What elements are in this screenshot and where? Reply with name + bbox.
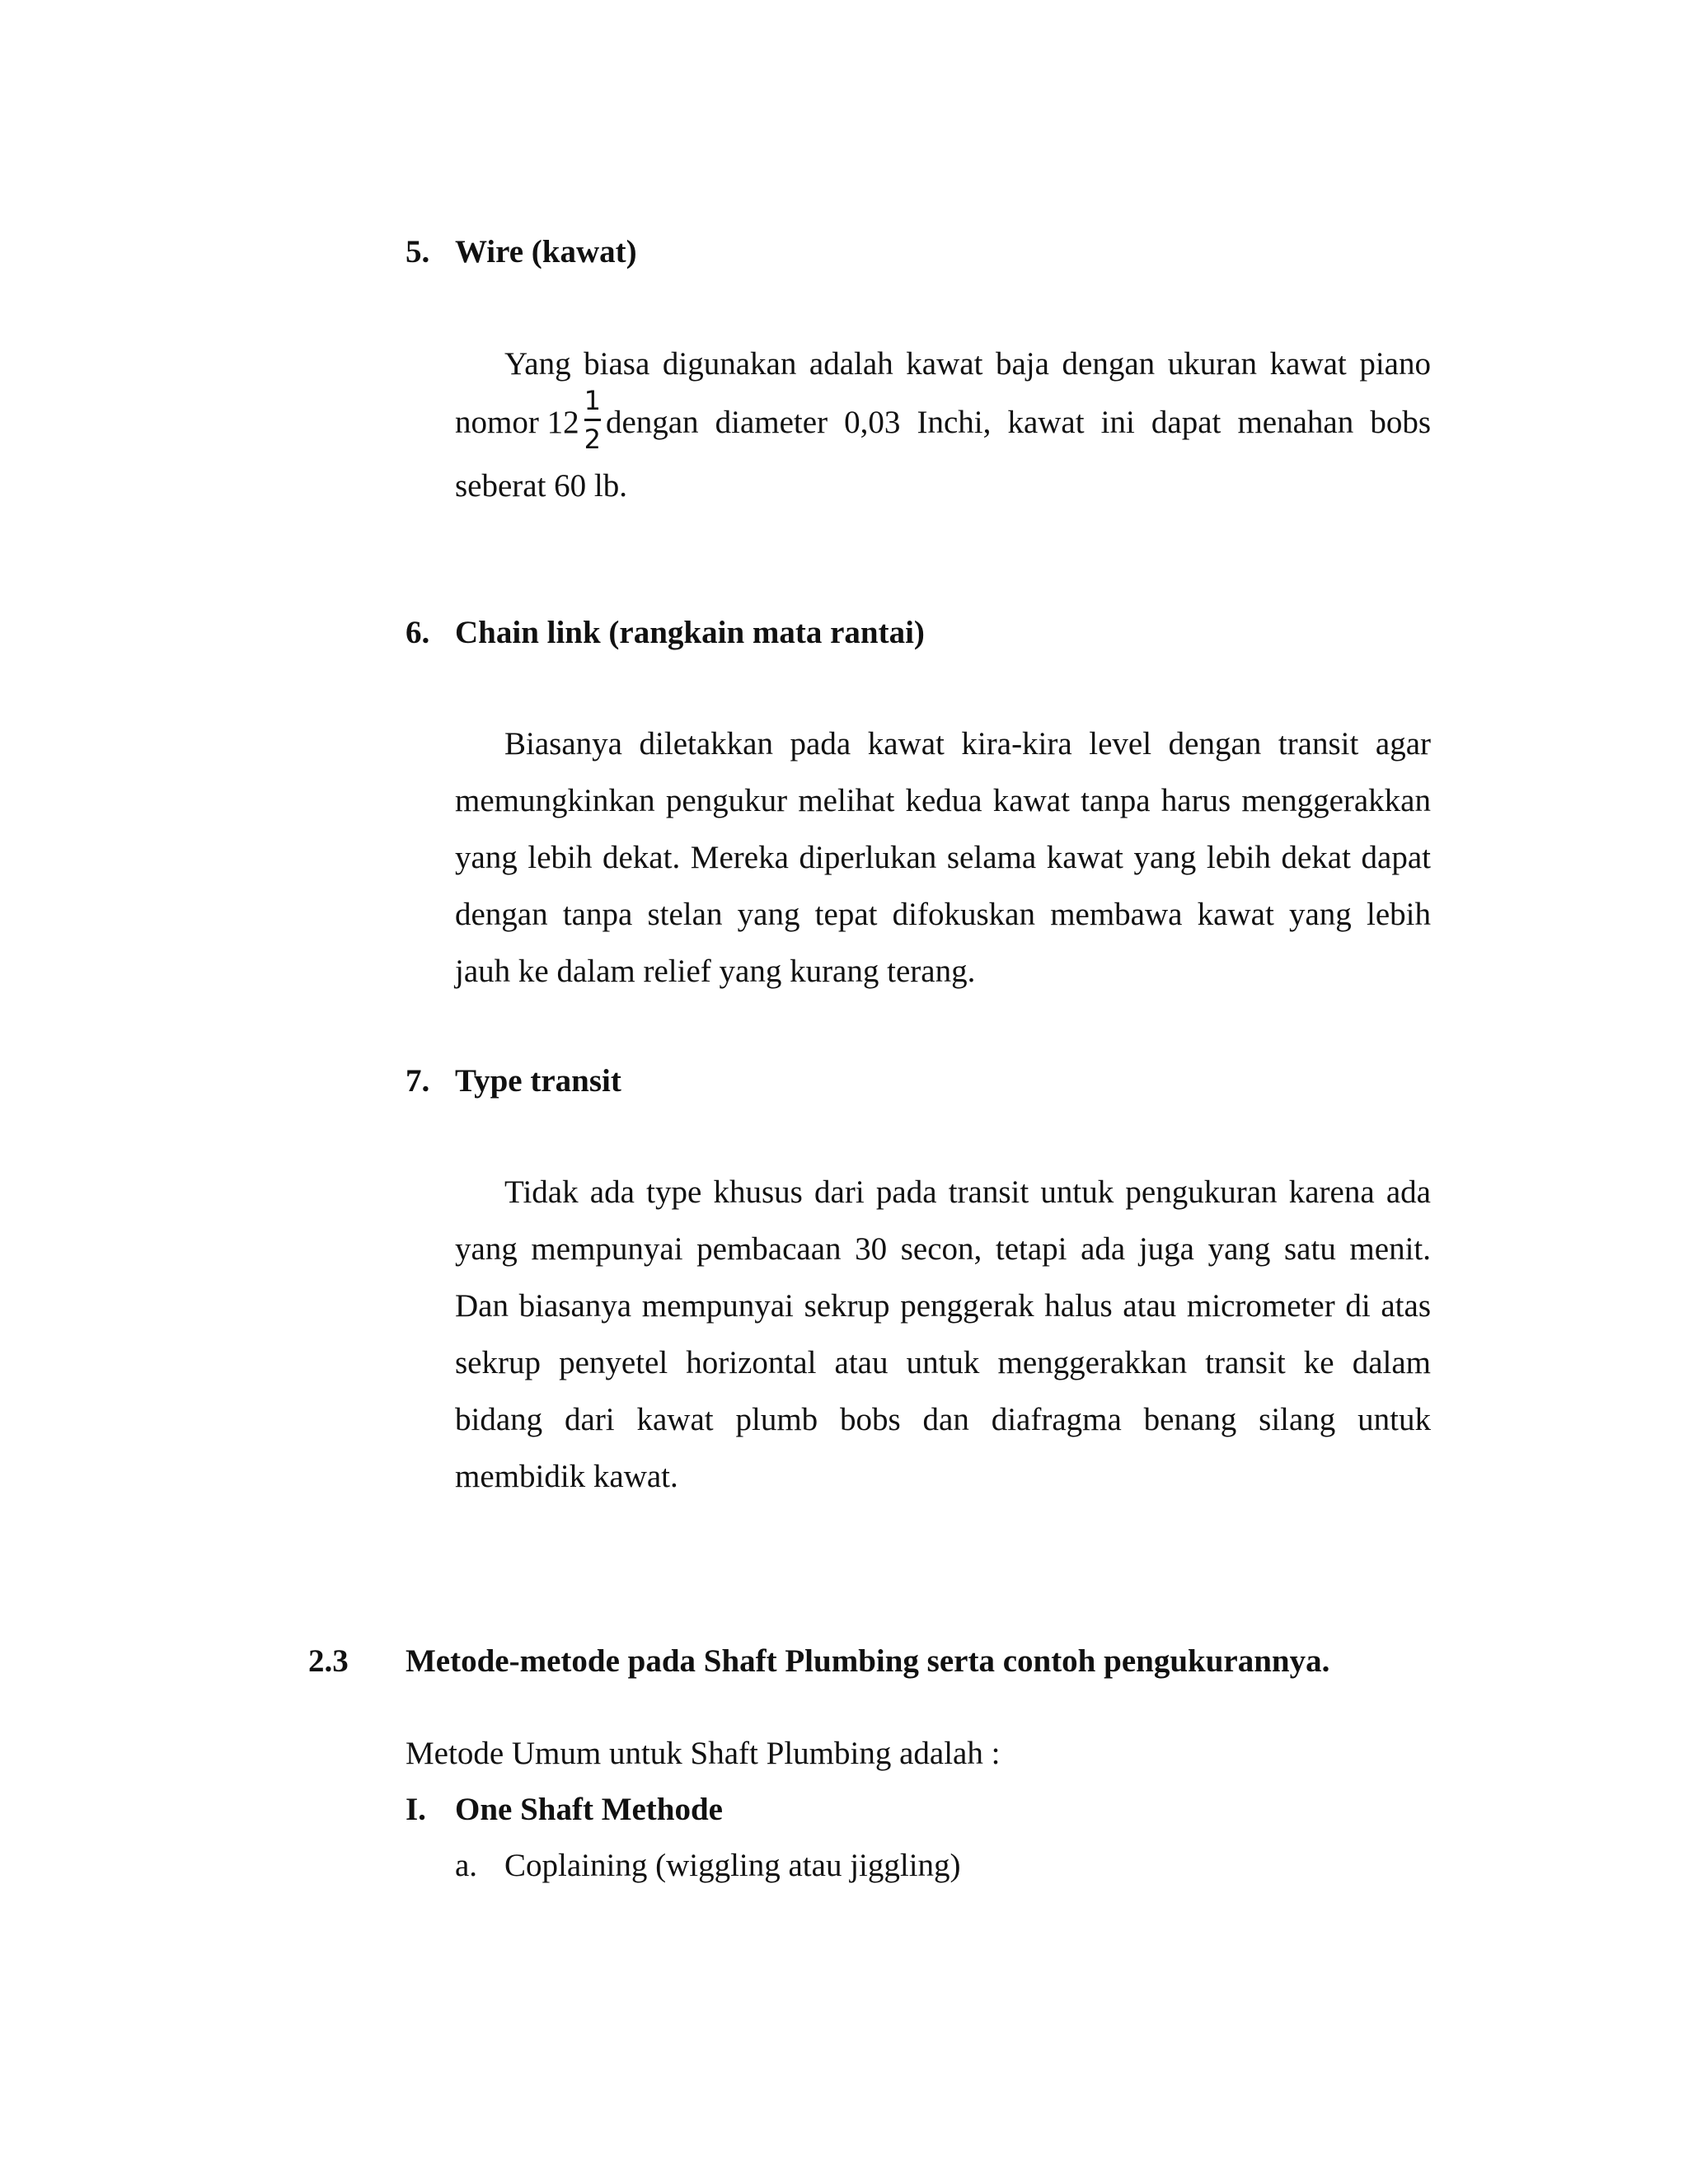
- list-marker: a.: [455, 1848, 478, 1883]
- item-5-paragraph: [455, 344, 1431, 506]
- item-5-line-3: seberat 60 lb.: [455, 468, 628, 504]
- subsection-number: I.: [406, 1792, 426, 1827]
- item-7-number: 7.: [406, 1063, 430, 1099]
- item-6-number: 6.: [406, 615, 430, 650]
- list-item-text: Coplaining (wiggling atau jiggling): [504, 1848, 961, 1883]
- section-title: Metode-metode pada Shaft Plumbing serta contoh pengukurannya.: [406, 1643, 1330, 1679]
- item-7-heading: Type transit: [455, 1063, 621, 1099]
- subsection-title: One Shaft Methode: [455, 1792, 723, 1827]
- fraction-denominator: 2: [584, 423, 601, 455]
- fraction-one-half: [584, 386, 601, 454]
- fraction-numerator: 1: [584, 384, 601, 416]
- item-5-line-2: [455, 384, 1431, 462]
- section-number: 2.3: [308, 1643, 349, 1679]
- item-7-paragraph: Tidak ada type khusus dari pada transit untuk pengukuran karena ada yang mempunyai pembacaan 30 secon, tetapi ada juga yang satu menit. Dan biasanya mempunyai sekrup penggerak halus atau micrometer di atas sekrup penyetel horizontal atau untuk menggerakkan transit ke dalam bidang dari kawat plumb bobs dan diafragma benang silang untuk membidik kawat.: [455, 1174, 1431, 1494]
- item-5-heading: Wire (kawat): [455, 234, 637, 269]
- fraction-bar: [584, 419, 601, 421]
- item-6-paragraph: Biasanya diletakkan pada kawat kira-kira level dengan transit agar memungkinkan pengukur melihat kedua kawat tanpa harus menggerakkan yang lebih dekat. Mereka diperlukan selama kawat yang lebih dekat dapat dengan tanpa stelan yang tepat difokuskan membawa kawat yang lebih jauh ke dalam relief yang kurang terang.: [455, 726, 1431, 989]
- item-5-number: 5.: [406, 234, 430, 269]
- item-5-line-2-start: nomor 12: [455, 405, 579, 440]
- section-intro: Metode Umum untuk Shaft Plumbing adalah :: [406, 1736, 1001, 1771]
- item-6-heading: Chain link (rangkain mata rantai): [455, 615, 925, 650]
- item-5-line-1: Yang biasa digunakan adalah kawat baja dengan ukuran kawat piano: [504, 346, 1431, 382]
- item-5-line-2-end: dengan diameter 0,03 Inchi, kawat ini dapat menahan bobs: [605, 405, 1431, 440]
